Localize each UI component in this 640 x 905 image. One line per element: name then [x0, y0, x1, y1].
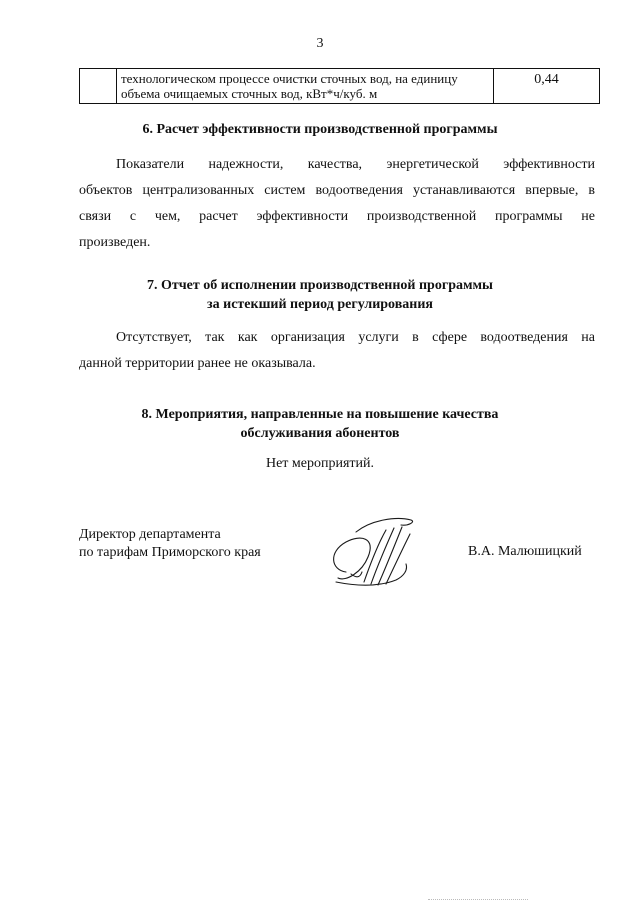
- table-cell-value: 0,44: [534, 72, 559, 87]
- section7-title-line2: за истекший период регулирования: [207, 297, 433, 312]
- indicator-text-line2: объема очищаемых сточных вод, кВт*ч/куб. м: [121, 86, 378, 101]
- section7-line-1: Отсутствует, так как организация услуги в сфере водоотведения на: [116, 330, 595, 345]
- page-number: 3: [316, 36, 324, 51]
- signatory-position-line1: Директор департамента: [79, 527, 221, 542]
- section6-line-1: Показатели надежности, качества, энергетической эффективности: [116, 157, 595, 172]
- indicator-text-line1: технологическом процессе очистки сточных вод, на единицу: [121, 71, 458, 86]
- section8-text: Нет мероприятий.: [265, 456, 375, 471]
- section6-title: 6. Расчет эффективности производственной программы: [142, 122, 498, 137]
- table-cell-indicator: [117, 69, 494, 103]
- signatory-position: [79, 526, 261, 562]
- handwritten-signature: [316, 512, 426, 597]
- section6-line-3: связи с чем, расчет эффективности производственной программы не: [79, 209, 595, 224]
- section8-title: [0, 405, 640, 443]
- section6-line-4: произведен.: [79, 235, 151, 250]
- signatory-name: В.А. Малюшицкий: [468, 544, 582, 559]
- section7-line-2: данной территории ранее не оказывала.: [79, 356, 316, 371]
- section6-line-2: объектов централизованных систем водоотведения устанавливаются впервые, в: [79, 183, 595, 198]
- section7-title: [0, 276, 640, 314]
- section8-title-line1: 8. Мероприятия, направленные на повышение качества: [141, 407, 499, 422]
- indicator-table: [79, 68, 600, 104]
- table-cell-number: [80, 69, 117, 103]
- section8-title-line2: обслуживания абонентов: [240, 426, 400, 441]
- signatory-position-line2: по тарифам Приморского края: [79, 545, 261, 560]
- section7-title-line1: 7. Отчет об исполнении производственной программы: [146, 278, 493, 293]
- page-footer-mark: [428, 899, 528, 903]
- section6-paragraph: [79, 152, 595, 256]
- section7-paragraph: [79, 325, 595, 377]
